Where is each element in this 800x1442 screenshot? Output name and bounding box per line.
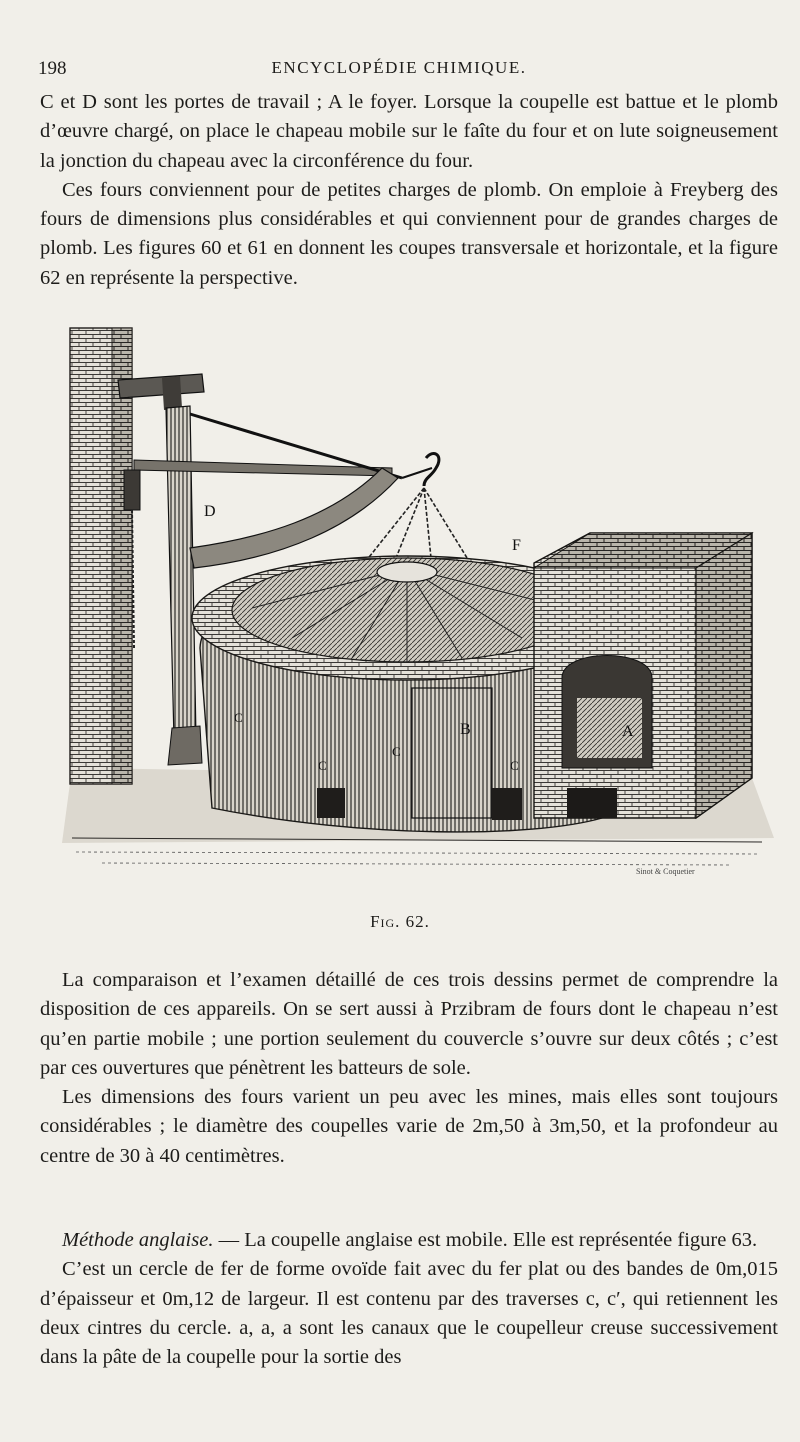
label-a: A — [622, 723, 634, 740]
section-intro — [40, 1226, 778, 1255]
section-heading-methode-anglaise: Méthode anglaise. — [62, 1229, 214, 1251]
paragraph-freyberg: Ces fours conviennent pour de petites charges de plomb. On emploie à Freyberg des fours de dimensions plus considérables et qui conviennent pour de grandes charges de plomb. Les figures 60 et 61 en donnent les coupes transversale et horizontale, et la figure 62 en représente la perspective. — [40, 178, 778, 289]
section-first-line: — La coupelle anglaise est mobile. Elle est représentée figure 63. — [213, 1229, 758, 1251]
furnace-illustration — [62, 318, 774, 888]
running-title: ENCYCLOPÉDIE CHIMIQUE. — [271, 58, 527, 77]
label-c-2: C — [318, 758, 327, 773]
paragraph-cercle-de-fer: C’est un cercle de fer de forme ovoïde fait avec du fer plat ou des bandes de 0m,015 d’épaisseur et 0m,12 de largeur. Il est contenu par des traverses c, c′, qui retiennent les deux cintres du cercle. a, a, a sont les canaux que le coupelleur creuse successivement dans la pâte de la coupelle pour la sortie des — [40, 1258, 778, 1369]
fireplace-block — [534, 533, 752, 818]
label-c-1: C — [234, 710, 243, 725]
engraver-signature: Sinot & Coquetier — [636, 867, 695, 876]
furnace-engraving — [62, 318, 774, 888]
label-f: F — [512, 537, 521, 554]
paragraph-dimensions: Les dimensions des fours varient un peu avec les mines, mais elles sont toujours considérables ; le diamètre des coupelles varie de 2m,50 à 3m,50, et la profondeur au centre de 30 à 40 centimètres. — [40, 1086, 778, 1167]
label-d: D — [204, 503, 216, 520]
running-head — [38, 58, 760, 84]
text-block-mid — [40, 966, 778, 1171]
figure-caption: Fig. 62. — [370, 912, 430, 931]
text-block-top — [40, 88, 778, 293]
paragraph-przibram: La comparaison et l’examen détaillé de ces trois dessins permet de comprendre la disposition de ces appareils. On se sert aussi à Przibram de fours dont le chapeau n’est qu’en partie mobile ; une portion seulement du couvercle s’ouvre sur deux côtés ; c’est par ces ouvertures que pénètrent les batteurs de sole. — [40, 969, 778, 1079]
label-b: B — [460, 721, 471, 738]
label-c-3: C — [392, 744, 401, 759]
label-c-4: C — [510, 758, 519, 773]
paragraph-doors: C et D sont les portes de travail ; A le foyer. Lorsque la coupelle est battue et le plomb d’œuvre chargé, on place le chapeau mobile sur le faîte du four et on lute soigneusement la jonction du chapeau avec la circonférence du four. — [40, 91, 778, 172]
page-number: 198 — [38, 58, 67, 79]
text-block-bottom — [40, 1226, 778, 1372]
